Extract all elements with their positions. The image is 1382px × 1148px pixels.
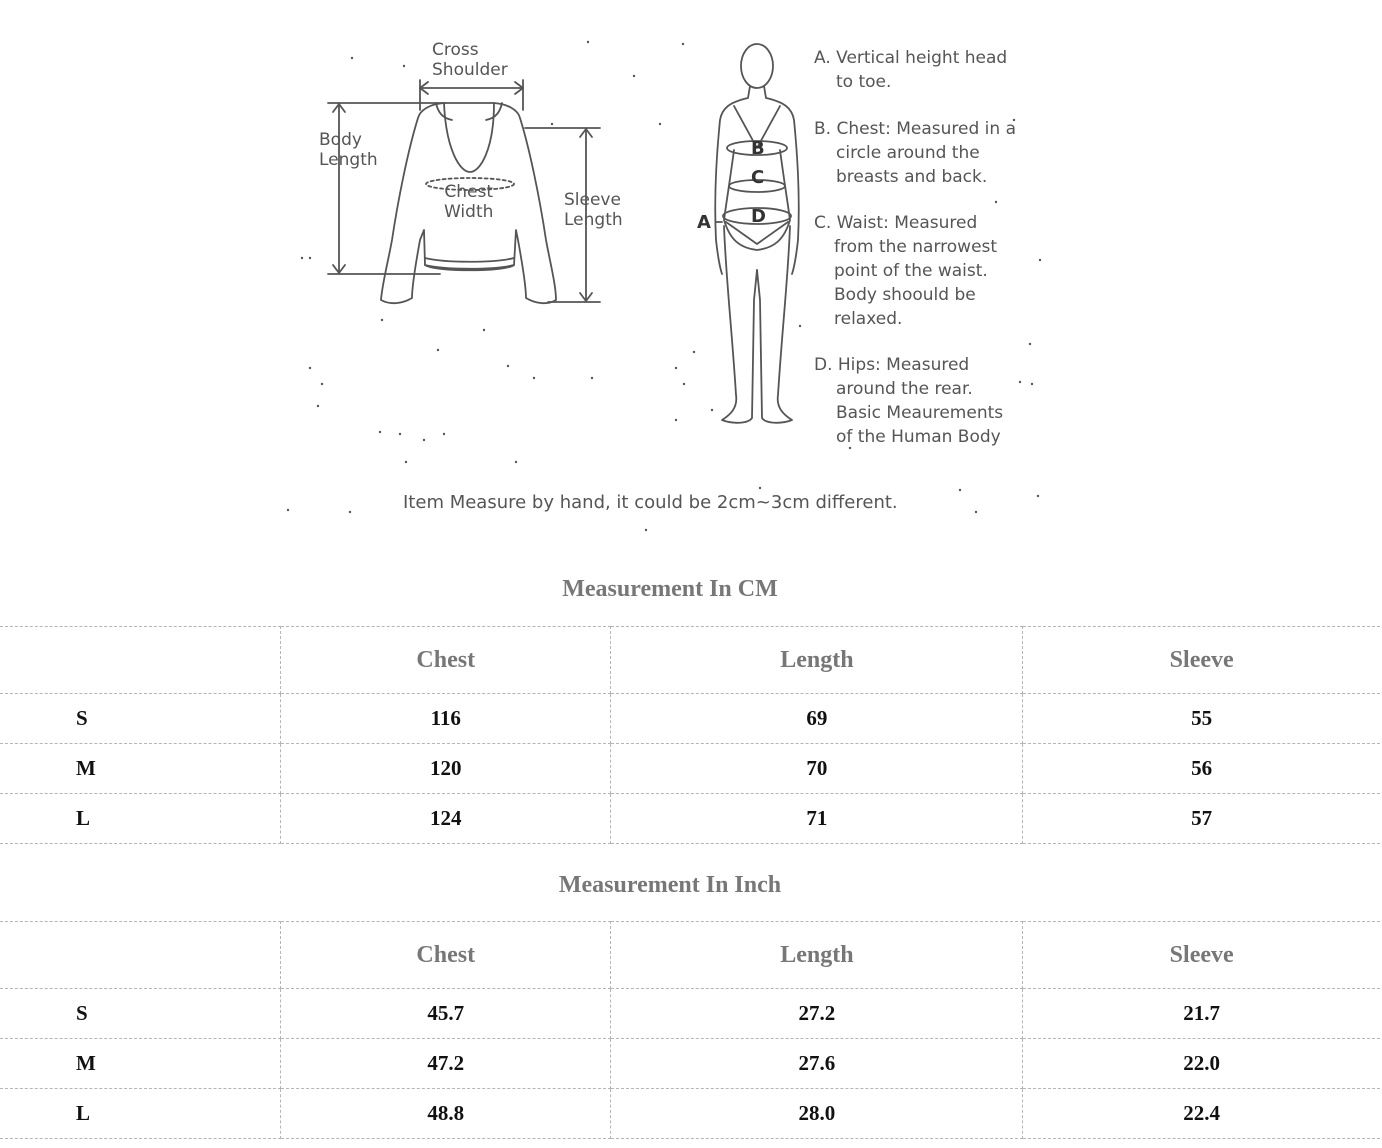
header-cell-chest: Chest [281,627,611,694]
inch-size-table [0,921,1380,1139]
sleeve-cell: 22.4 [1023,1089,1380,1139]
table-row [0,1089,1380,1139]
header-cell-sleeve: Sleeve [1023,922,1380,989]
note-b: B. Chest: Measured in a circle around the breasts and back. [814,119,1016,187]
chest-cell: 47.2 [281,1039,611,1089]
body-letter-c: C [751,167,765,188]
header-cell-length: Length [611,922,1023,989]
table-row [0,794,1380,844]
chest-cell: 124 [281,794,611,844]
inch-table-title: Measurement In Inch [558,872,782,898]
size-cell: M [0,1039,281,1089]
table-row [0,989,1380,1039]
table-row [0,694,1380,744]
table-row [0,744,1380,794]
cm-size-table [0,626,1380,844]
header-cell-size [0,922,281,989]
size-cell: S [0,694,281,744]
body-letter-b: B [751,138,765,159]
chest-cell: 45.7 [281,989,611,1039]
size-diagram [0,0,1382,560]
chest-cell: 48.8 [281,1089,611,1139]
size-cell: L [0,794,281,844]
length-cell: 27.2 [611,989,1023,1039]
length-cell: 70 [611,744,1023,794]
length-cell: 27.6 [611,1039,1023,1089]
chest-width-label: Chest Width [444,182,494,222]
cross-shoulder-label: Cross Shoulder [432,40,508,80]
note-c: C. Waist: Measured from the narrowest point of the waist. Body shoould be relaxed. [814,213,998,329]
chest-cell: 120 [281,744,611,794]
body-length-label: Body Length [319,130,378,170]
chest-cell: 116 [281,694,611,744]
garment-and-body-illustration [0,0,1382,560]
table-header-row [0,922,1380,989]
header-cell-chest: Chest [281,922,611,989]
sleeve-length-label: Sleeve Length [564,190,623,230]
table-row [0,1039,1380,1089]
size-cell: L [0,1089,281,1139]
sleeve-cell: 56 [1023,744,1380,794]
note-a: A. Vertical height head to toe. [814,48,1008,92]
body-letter-a: A [697,212,711,233]
length-cell: 28.0 [611,1089,1023,1139]
header-cell-length: Length [611,627,1023,694]
sleeve-cell: 55 [1023,694,1380,744]
note-d: D. Hips: Measured around the rear. Basic Meaurements of the Human Body [814,355,1004,447]
length-cell: 69 [611,694,1023,744]
table-header-row [0,627,1380,694]
size-cell: S [0,989,281,1039]
sleeve-cell: 22.0 [1023,1039,1380,1089]
header-cell-size [0,627,281,694]
body-letter-d: D [751,206,766,227]
sleeve-cell: 57 [1023,794,1380,844]
measurement-disclaimer: Item Measure by hand, it could be 2cm~3cm different. [403,492,898,513]
size-cell: M [0,744,281,794]
length-cell: 71 [611,794,1023,844]
cm-table-title: Measurement In CM [562,576,778,602]
sleeve-cell: 21.7 [1023,989,1380,1039]
header-cell-sleeve: Sleeve [1023,627,1380,694]
